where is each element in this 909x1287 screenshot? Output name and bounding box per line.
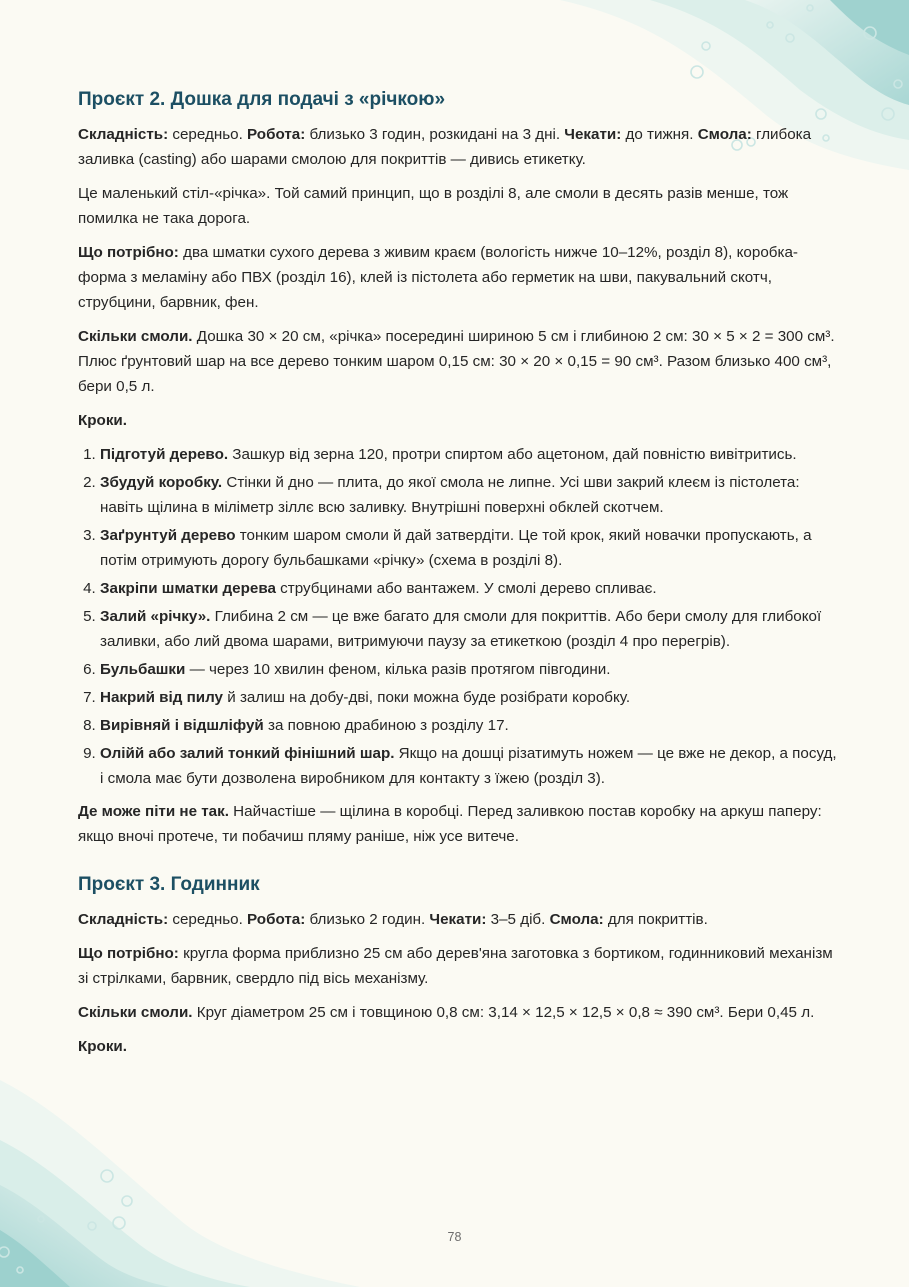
page-number: 78 — [447, 1230, 462, 1244]
step-item: 8. Вирівняй і відшліфуй за повною драбиною з розділу 17. — [100, 713, 838, 738]
project-2-meta: Складність: середньо. Робота: близько 3 годин, розкидані на 3 дні. Чекати: до тижня. Смола: глибока заливка (casting) або шарами смолою для покриттів — дивись етикетку. — [78, 126, 812, 168]
step-item: 5. Залий «річку». Глибина 2 см — це вже багато для смоли для покриттів. Або бери смолу для глибокої заливки, або лий двома шарами, витримуючи паузу за етикеткою (розділ 4 про перегрів). — [100, 604, 838, 654]
project-3-resin-amount: Скільки смоли. Круг діаметром 25 см і товщиною 0,8 см: 3,14 × 12,5 × 12,5 × 0,8 ≈ 390 см³. Бери 0,45 л. — [78, 1004, 815, 1021]
step-item: 2. Збудуй коробку. Стінки й дно — плита, до якої смола не липне. Усі шви закрий клеєм із пістолета: навіть щілина в міліметр зіллє всю заливку. Внутрішні поверхні обклей скотчем. — [100, 470, 838, 520]
page-content — [78, 86, 838, 1068]
project-2-intro: Це маленький стіл-«річка». Той самий принцип, що в розділі 8, але смоли в десять разів менше, тож помилка не така дорога. — [78, 185, 789, 227]
project-2-resin-amount: Скільки смоли. Дошка 30 × 20 см, «річка» посередині шириною 5 см і глибиною 2 см: 30 × 5 × 2 = 300 см³. Плюс ґрунтовий шар на все дерево тонким шаром 0,15 см: 30 × 20 × 0,15 = 90 см³. Разом близько 400 см³, бери 0,5 л. — [78, 328, 835, 395]
step-item: 4. Закріпи шматки дерева струбцинами або вантажем. У смолі дерево спливає. — [100, 576, 838, 601]
project-2-title: Проєкт 2. Дошка для подачі з «річкою» — [78, 89, 446, 110]
project-3-needs: Що потрібно: кругла форма приблизно 25 см або дерев'яна заготовка з бортиком, годинниковий механізм зі стрілками, барвник, свердло під вісь механізму. — [78, 945, 833, 987]
step-item: 3. Заґрунтуй дерево тонким шаром смоли й дай затвердіти. Це той крок, який новачки пропускають, а потім отримують дорогу бульбашками «річку» (схема в розділі 8). — [100, 523, 838, 573]
project-2-needs: Що потрібно: два шматки сухого дерева з живим краєм (вологість нижче 10–12%, розділ 8), коробка-форма з меламіну або ПВХ (розділ 16), клей із пістолета або герметик на шви, пакувальний скотч, струбцини, барвник, фен. — [78, 244, 798, 311]
project-2-steps-list — [78, 442, 838, 791]
project-3-title: Проєкт 3. Годинник — [78, 874, 260, 895]
step-item: 9. Олійй або залий тонкий фінішний шар. Якщо на дошці різатимуть ножем — це вже не декор, а посуд, і смола має бути дозволена виробником для контакту з їжею (розділ 3). — [100, 741, 838, 791]
project-2-steps-heading: Кроки. — [78, 412, 127, 429]
step-item: 6. Бульбашки — через 10 хвилин феном, кілька разів протягом півгодини. — [100, 657, 838, 682]
project-3-steps-heading: Кроки. — [78, 1038, 127, 1055]
project-3-meta: Складність: середньо. Робота: близько 2 годин. Чекати: 3–5 діб. Смола: для покриттів. — [78, 911, 708, 928]
step-item: 7. Накрий від пилу й залиш на добу-дві, поки можна буде розібрати коробку. — [100, 685, 838, 710]
project-2-pitfall: Де може піти не так. Найчастіше — щілина в коробці. Перед заливкою постав коробку на аркуш паперу: якщо вночі протече, ти побачиш пляму раніше, ніж усе витече. — [78, 803, 822, 845]
step-item: 1. Підготуй дерево. Зашкур від зерна 120, протри спиртом або ацетоном, дай повністю вивітритись. — [100, 442, 838, 467]
